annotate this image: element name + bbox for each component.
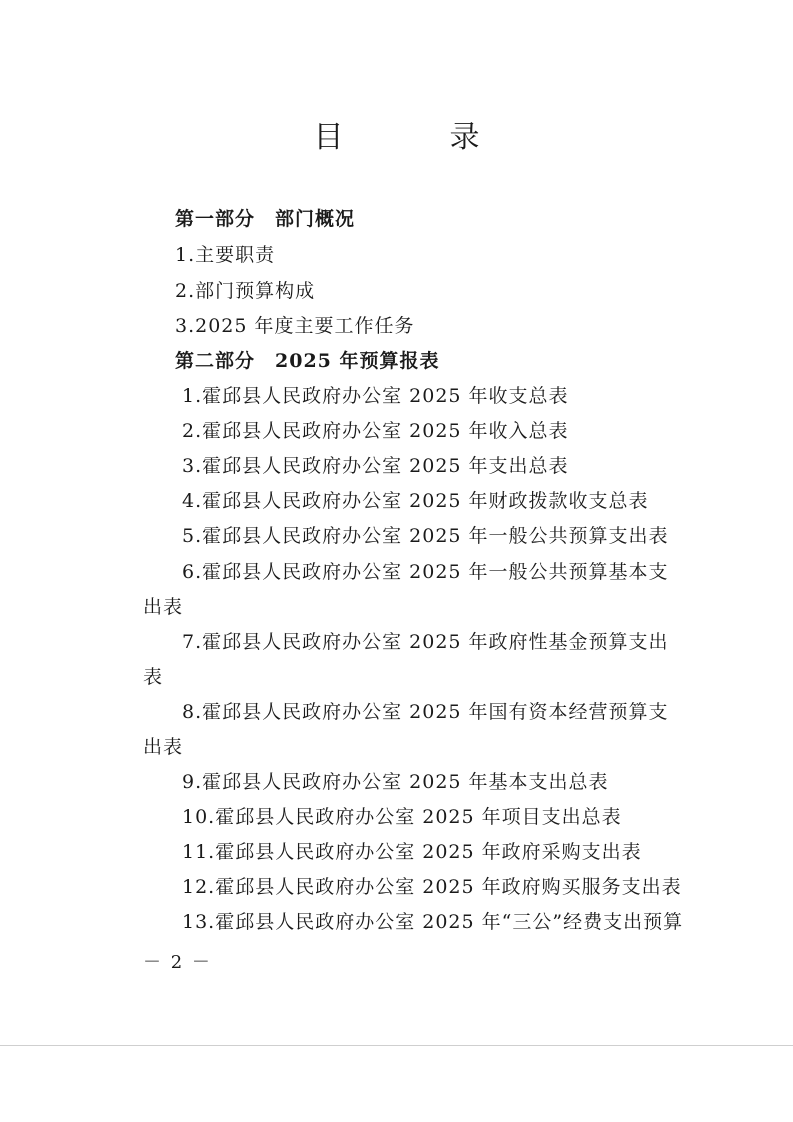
toc-entry: 7.霍邱县人民政府办公室 2025 年政府性基金预算支出 <box>182 631 669 653</box>
toc-entry: 11.霍邱县人民政府办公室 2025 年政府采购支出表 <box>182 841 642 863</box>
toc-entry: 10.霍邱县人民政府办公室 2025 年项目支出总表 <box>182 806 622 828</box>
toc-entry: 1.主要职责 <box>175 244 276 266</box>
toc-entry: 1.霍邱县人民政府办公室 2025 年收支总表 <box>182 385 569 407</box>
toc-entry: 5.霍邱县人民政府办公室 2025 年一般公共预算支出表 <box>182 525 669 547</box>
toc-entry: 2.部门预算构成 <box>175 280 316 302</box>
toc-entry-continuation: 表 <box>143 666 164 688</box>
page-number: － 2 － <box>143 952 212 973</box>
toc-entry: 9.霍邱县人民政府办公室 2025 年基本支出总表 <box>182 771 609 793</box>
toc-entry: 13.霍邱县人民政府办公室 2025 年“三公”经费支出预算 <box>182 911 684 933</box>
toc-section-heading: 第二部分 2025 年预算报表 <box>175 350 440 372</box>
toc-entry: 6.霍邱县人民政府办公室 2025 年一般公共预算基本支 <box>182 561 669 583</box>
toc-entry-continuation: 出表 <box>143 596 184 618</box>
toc-entry: 12.霍邱县人民政府办公室 2025 年政府购买服务支出表 <box>182 876 682 898</box>
toc-entry-continuation: 出表 <box>143 736 184 758</box>
toc-entry: 2.霍邱县人民政府办公室 2025 年收入总表 <box>182 420 569 442</box>
toc-section-heading: 第一部分 部门概况 <box>175 208 356 230</box>
scan-edge-line <box>0 1045 793 1046</box>
page-title: 目 录 <box>313 120 518 155</box>
toc-entry: 8.霍邱县人民政府办公室 2025 年国有资本经营预算支 <box>182 701 669 723</box>
toc-entry: 4.霍邱县人民政府办公室 2025 年财政拨款收支总表 <box>182 490 649 512</box>
toc-entry: 3.2025 年度主要工作任务 <box>175 315 415 337</box>
toc-entry: 3.霍邱县人民政府办公室 2025 年支出总表 <box>182 455 569 477</box>
